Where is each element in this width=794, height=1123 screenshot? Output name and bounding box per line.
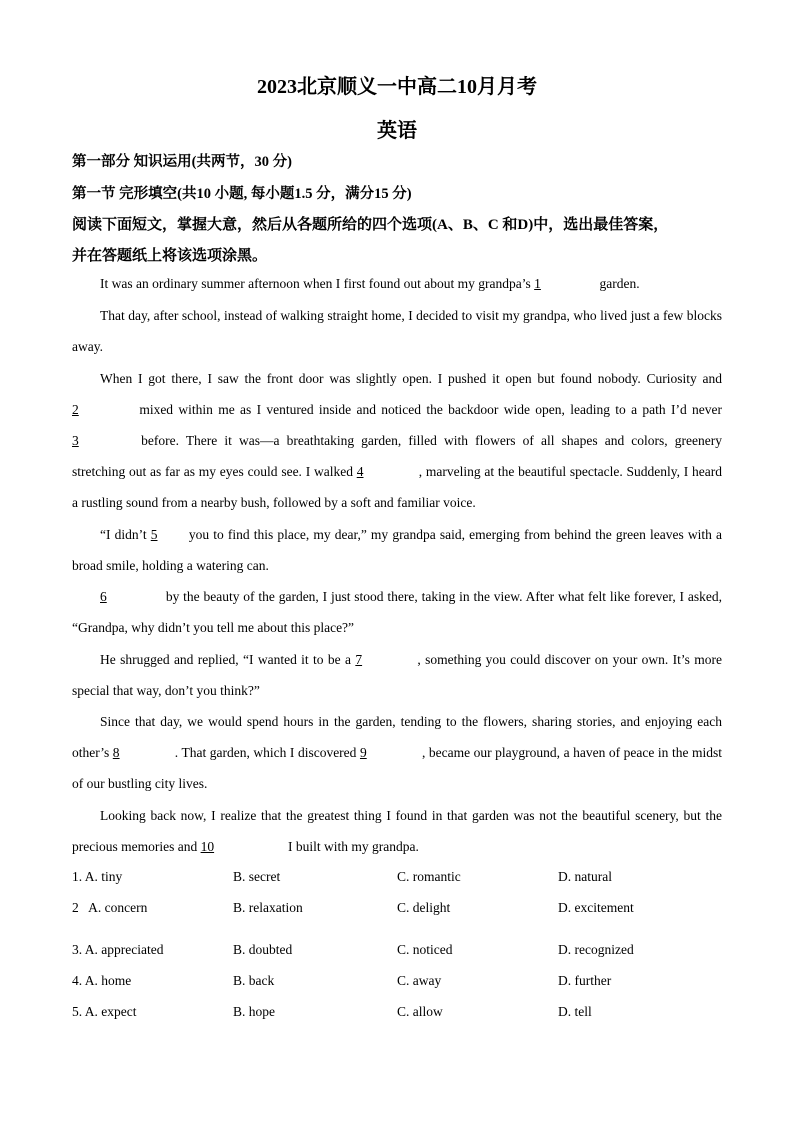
- option-b: B. back: [233, 973, 275, 988]
- option-a: 2 A. concern: [72, 900, 148, 915]
- option-d: D. natural: [558, 869, 612, 884]
- option-c: C. noticed: [397, 942, 453, 957]
- options-question-5: [72, 1004, 722, 1024]
- passage-paragraph-6: He shrugged and replied, “I wanted it to be a 7 , something you could discover on your own. It’s more special that way, don’t you think?”: [72, 644, 722, 706]
- section-heading: 第一节 完形填空(共10 小题, 每小题1.5 分，满分15 分): [72, 186, 412, 202]
- option-b: B. hope: [233, 1004, 275, 1019]
- options-question-2: [72, 900, 722, 920]
- option-d: D. excitement: [558, 900, 634, 915]
- option-a: 4. A. home: [72, 973, 132, 988]
- blank-10: 10: [200, 839, 215, 854]
- option-c: C. romantic: [397, 869, 461, 884]
- instruction-line-1: 阅读下面短文，掌握大意，然后从各题所给的四个选项(A、B、C 和D)中，选出最佳答案，: [72, 217, 669, 233]
- option-a: 1. A. tiny: [72, 869, 123, 884]
- blank-3: 3: [72, 433, 79, 448]
- instruction-line-2: 并在答题纸上将该选项涂黑。: [72, 248, 268, 264]
- option-c: C. away: [397, 973, 442, 988]
- exam-title: 2023北京顺义一中高二10月月考: [257, 76, 537, 98]
- option-b: B. secret: [233, 869, 281, 884]
- passage-paragraph-1: It was an ordinary summer afternoon when I first found out about my grandpa’s 1 garden.: [72, 268, 722, 299]
- option-a: 3. A. appreciated: [72, 942, 164, 957]
- option-b: B. doubted: [233, 942, 293, 957]
- passage-paragraph-7: Since that day, we would spend hours in the garden, tending to the flowers, sharing stories, and enjoying each other’s 8 . That garden, which I discovered 9 , became our playground, a haven of peace in the midst of our bustling city lives.: [72, 714, 722, 791]
- option-d: D. tell: [558, 1004, 592, 1019]
- options-question-3: [72, 942, 722, 962]
- passage-paragraph-5: 6 by the beauty of the garden, I just stood there, taking in the view. After what felt like forever, I asked, “Grandpa, why didn’t you tell me about this place?”: [72, 581, 722, 643]
- blank-2: 2: [72, 402, 79, 417]
- part-heading: 第一部分 知识运用(共两节，30 分): [72, 154, 292, 170]
- option-c: C. allow: [397, 1004, 443, 1019]
- blank-9: 9: [359, 745, 367, 760]
- subject-title: 英语: [377, 120, 417, 142]
- option-d: D. further: [558, 973, 612, 988]
- blank-6: 6: [100, 589, 107, 604]
- blank-8: 8: [112, 745, 120, 760]
- passage-paragraph-2: That day, after school, instead of walking straight home, I decided to visit my grandpa, who lived just a few blocks away.: [72, 308, 722, 354]
- option-b: B. relaxation: [233, 900, 303, 915]
- passage-paragraph-3: When I got there, I saw the front door was slightly open. I pushed it open but found nobody. Curiosity and 2 mixed within me as I ventured inside and noticed the backdoor wide open, leading to a path I’d never 3 before. There it was—a breathtaking garden, filled with flowers of all shapes and colors, greenery stretching out as far as my eyes could see. I walked 4 , marveling at the beautiful spectacle. Suddenly, I heard a rustling sound from a nearby bush, followed by a soft and familiar voice.: [72, 371, 722, 510]
- option-c: C. delight: [397, 900, 451, 915]
- options-question-1: [72, 869, 722, 889]
- blank-7: 7: [355, 652, 363, 667]
- passage-paragraph-8: Looking back now, I realize that the greatest thing I found in that garden was not the beautiful scenery, but the precious memories and 10 I built with my grandpa.: [72, 800, 722, 862]
- blank-5: 5: [150, 527, 158, 542]
- option-a: 5. A. expect: [72, 1004, 137, 1019]
- options-question-4: [72, 973, 722, 993]
- blank-1: 1: [534, 276, 541, 291]
- option-d: D. recognized: [558, 942, 634, 957]
- blank-4: 4: [356, 464, 364, 479]
- passage-paragraph-4: “I didn’t 5 you to find this place, my dear,” my grandpa said, emerging from behind the green leaves with a broad smile, holding a watering can.: [72, 519, 722, 581]
